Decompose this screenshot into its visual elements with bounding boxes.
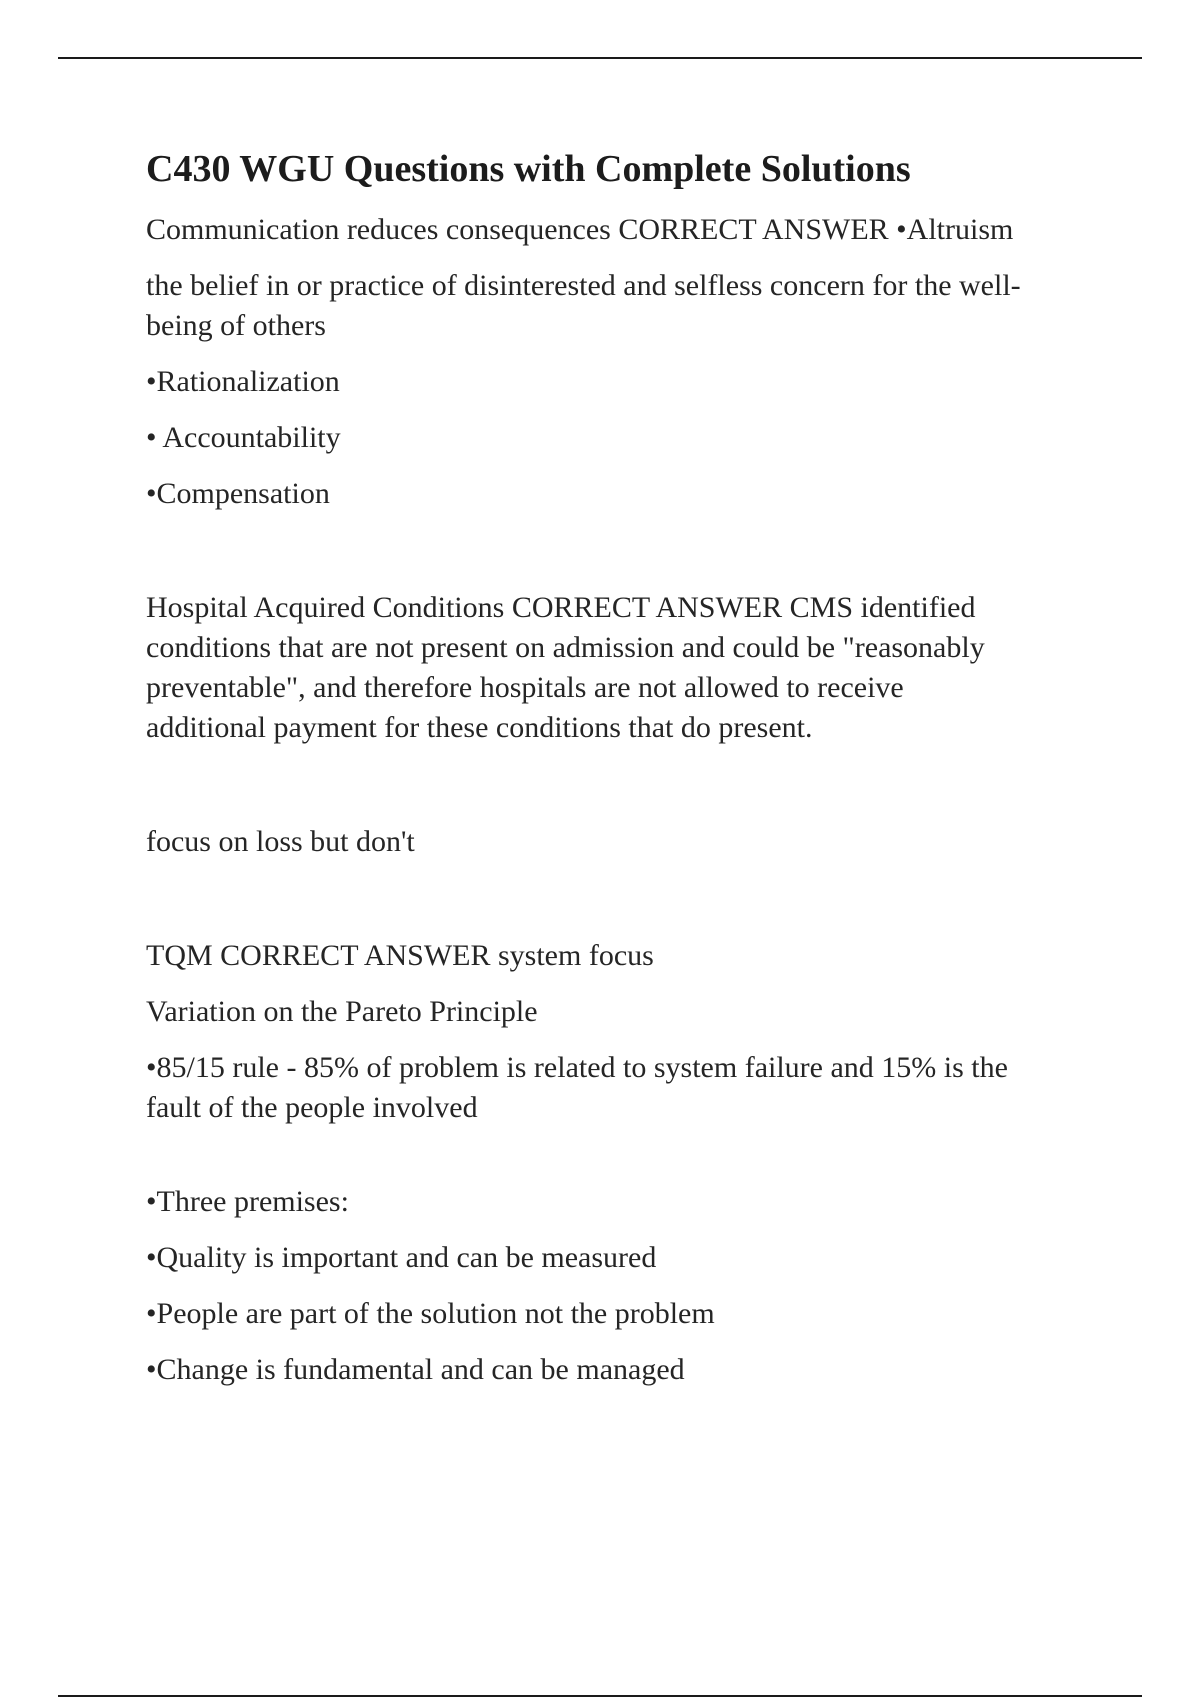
top-horizontal-rule xyxy=(58,57,1142,59)
text-line-focus-on-loss: focus on loss but don't xyxy=(146,825,415,858)
text-line-pareto: Variation on the Pareto Principle xyxy=(146,995,538,1028)
text-line-hac-2: conditions that are not present on admission and could be "reasonably xyxy=(146,631,985,664)
bullet-rationalization: •Rationalization xyxy=(146,365,340,398)
text-line-tqm: TQM CORRECT ANSWER system focus xyxy=(146,939,654,972)
document-title: C430 WGU Questions with Complete Solutions xyxy=(146,148,911,190)
bullet-three-premises: •Three premises: xyxy=(146,1185,349,1218)
text-line-hac-3: preventable", and therefore hospitals are not allowed to receive xyxy=(146,671,904,704)
bullet-accountability: • Accountability xyxy=(146,421,341,454)
bullet-quality: •Quality is important and can be measured xyxy=(146,1241,657,1274)
bullet-compensation: •Compensation xyxy=(146,477,330,510)
text-line-hac-4: additional payment for these conditions that do present. xyxy=(146,711,813,744)
bullet-people: •People are part of the solution not the problem xyxy=(146,1297,715,1330)
bullet-change: •Change is fundamental and can be managed xyxy=(146,1353,685,1386)
text-line-hac-1: Hospital Acquired Conditions CORRECT ANSWER CMS identified xyxy=(146,591,976,624)
bottom-horizontal-rule xyxy=(58,1695,1142,1697)
text-line-altruism-definition-2: being of others xyxy=(146,309,326,342)
document-body xyxy=(146,142,1096,1390)
text-line-altruism-definition-1: the belief in or practice of disinterested and selfless concern for the well- xyxy=(146,269,1021,302)
bullet-85-15-rule-1: •85/15 rule - 85% of problem is related to system failure and 15% is the xyxy=(146,1051,1008,1084)
text-line-communication: Communication reduces consequences CORRECT ANSWER •Altruism xyxy=(146,213,1014,246)
bullet-85-15-rule-2: fault of the people involved xyxy=(146,1091,478,1124)
